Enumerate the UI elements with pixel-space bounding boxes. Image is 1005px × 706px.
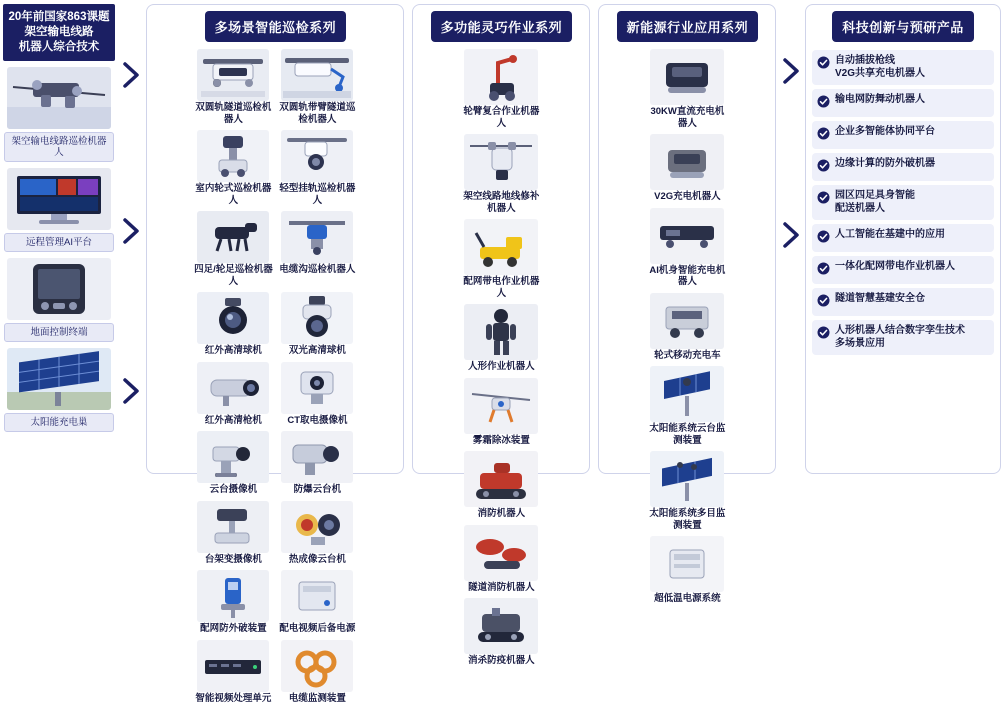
desktop-monitor-platform-photo [7,168,111,230]
ptz-camera-image [197,431,269,483]
product-label: 配电视频后备电源 [279,623,355,635]
innovation-item-text [835,158,935,171]
left-arrows [118,0,146,478]
panel-title: 新能源行业应用系列 [617,11,759,42]
product-cell[interactable] [645,133,730,205]
panel-title: 多场景智能巡检系列 [205,11,347,42]
product-label: 30KW直流充电机器人 [646,106,729,129]
product-cell[interactable] [192,361,274,429]
product-label: 四足/轮足巡检机器人 [193,264,273,287]
product-cell[interactable] [192,430,274,498]
product-cell[interactable] [276,500,358,568]
ultra-low-temp-power-system-image [650,536,724,592]
product-label: V2G充电机器人 [654,191,721,203]
innovation-item[interactable] [812,121,994,149]
product-label: 红外高清枪机 [205,415,262,427]
cable-monitoring-device-image [281,640,353,692]
panel-dexterous-operation-series [412,4,590,474]
innovation-item-text [835,190,915,215]
product-cell[interactable] [192,129,274,208]
chevron-right-icon [123,62,141,88]
product-label: 消防机器人 [478,508,526,520]
product-label: 红外高清球机 [205,345,262,357]
product-cell[interactable] [645,292,730,364]
dual-rail-arm-tunnel-robot-image [281,49,353,101]
product-cell[interactable] [276,430,358,498]
innovation-items-list [812,50,994,355]
product-cell[interactable] [276,569,358,637]
innovation-item-line: 输电网防舞动机器人 [835,94,925,107]
product-cell[interactable] [192,48,274,127]
product-label: 云台摄像机 [210,484,258,496]
distribution-anti-damage-device-image [197,570,269,622]
innovation-item-text [835,261,955,274]
product-cell[interactable] [276,639,358,706]
innovation-item-text [835,94,925,107]
left-item-remote-ai-platform[interactable] [4,168,114,252]
product-cell[interactable] [276,48,358,127]
product-label: 隧道消防机器人 [468,582,535,594]
dual-rail-tunnel-robot-image [197,49,269,101]
product-label: 雾霜除冰装置 [473,435,530,447]
innovation-item[interactable] [812,320,994,355]
product-cell[interactable] [192,639,274,706]
product-label: 配网防外破装置 [200,623,267,635]
left-title-line-3: 机器人综合技术 [6,40,112,55]
left-item-ground-controller[interactable] [4,258,114,342]
innovation-item[interactable] [812,224,994,252]
video-backup-power-image [281,570,353,622]
check-circle-icon [817,127,830,140]
product-cell[interactable] [459,48,544,131]
fire-fighting-robot-image [464,451,538,507]
product-label: 架空线路地线修补机器人 [460,191,543,214]
product-label: 双圆轨带臂隧道巡检机器人 [277,102,357,125]
left-column [0,0,118,478]
right-arrow-column [778,0,805,478]
chevron-right-icon [123,378,141,404]
product-cell[interactable] [459,303,544,375]
check-circle-icon [817,326,830,339]
wheel-arm-robot-image [464,49,538,105]
check-circle-icon [817,294,830,307]
check-circle-icon [817,159,830,172]
v2g-charging-robot-image [650,134,724,190]
product-label: 双光高清球机 [289,345,346,357]
innovation-item-line: 多场景应用 [835,338,965,351]
product-label: 配网带电作业机器人 [460,276,543,299]
product-cell[interactable] [192,500,274,568]
panel-new-energy-series [598,4,776,474]
dc-charging-robot-image [650,49,724,105]
quadruped-robot-image [197,211,269,263]
left-title-line-1: 20年前国家863课题 [6,10,112,25]
product-cell[interactable] [459,377,544,449]
product-cell[interactable] [276,129,358,208]
innovation-item-line: 边缘计算的防外破机器 [835,158,935,171]
product-label: 轻型挂轨巡检机器人 [277,183,357,206]
dual-light-dome-camera-image [281,292,353,344]
left-item-line-inspection-robot[interactable] [4,67,114,162]
innovation-item-line: 人工智能在基建中的应用 [835,229,945,242]
chevron-right-icon [123,218,141,244]
left-item-label: 地面控制终端 [4,323,114,342]
product-cell[interactable] [459,524,544,596]
product-label: 人形作业机器人 [468,361,535,373]
product-label: 太阳能系统云台监测装置 [646,423,729,446]
category-panels [146,0,778,478]
product-cell[interactable] [459,218,544,301]
humanoid-robot-image [464,304,538,360]
check-circle-icon [817,191,830,204]
explosion-proof-ptz-image [281,431,353,483]
innovation-item-text [835,325,965,350]
product-cell[interactable] [276,210,358,289]
product-label: 超低温电源系统 [654,593,721,605]
innovation-item[interactable] [812,288,994,316]
innovation-item-line: 自动插拔枪线 [835,55,925,68]
check-circle-icon [817,262,830,275]
ai-charging-robot-image [650,208,724,264]
product-cell[interactable] [276,291,358,359]
product-cell[interactable] [459,597,544,669]
solar-ptz-monitor-image [650,366,724,422]
product-cell[interactable] [192,291,274,359]
innovation-item-text [835,293,925,306]
innovation-item[interactable] [812,50,994,85]
product-label: 电缆沟巡检机器人 [279,264,355,276]
left-title-line-2: 架空输电线路 [6,25,112,40]
chevron-right-icon [783,222,801,248]
indoor-wheeled-robot-image [197,130,269,182]
product-cell[interactable] [645,207,730,290]
innovation-item-line: 园区四足具身智能 [835,190,915,203]
product-cell[interactable] [459,450,544,522]
innovation-item[interactable] [812,256,994,284]
product-label: 防爆云台机 [294,484,342,496]
solar-charging-nest-photo [7,348,111,410]
product-label: AI机身智能充电机器人 [646,265,729,288]
product-label: CT取电摄像机 [287,415,347,427]
line-inspection-robot-photo [7,67,111,129]
tunnel-fire-robot-image [464,525,538,581]
innovation-item[interactable] [812,153,994,181]
check-circle-icon [817,230,830,243]
left-item-label: 架空输电线路巡检机器人 [4,132,114,162]
product-label: 消杀防疫机器人 [468,655,535,667]
panel-items-grid [152,48,398,706]
product-cell[interactable] [276,361,358,429]
handheld-controller-photo [7,258,111,320]
panel-title: 科技创新与预研产品 [832,11,974,42]
product-label: 室内轮式巡检机器人 [193,183,273,206]
panel-items-grid [604,48,770,607]
check-circle-icon [817,56,830,69]
infrared-dome-camera-image [197,292,269,344]
product-cell[interactable] [459,133,544,216]
live-working-robot-image [464,219,538,275]
panel-inspection-series [146,4,404,474]
innovation-item[interactable] [812,185,994,220]
chevron-right-icon [783,58,801,84]
product-cell[interactable] [645,450,730,533]
smart-video-processing-unit-image [197,640,269,692]
product-label: 轮臂复合作业机器人 [460,106,543,129]
light-rail-hanging-robot-image [281,130,353,182]
overhead-line-repair-robot-image [464,134,538,190]
left-title [3,4,115,61]
innovation-item-text [835,229,945,242]
innovation-item-line: 人形机器人结合数字孪生技术 [835,325,965,338]
thermal-imaging-ptz-image [281,501,353,553]
innovation-item-text [835,55,925,80]
innovation-item-line: 配送机器人 [835,203,915,216]
product-cell[interactable] [192,569,274,637]
left-item-solar-charging-nest[interactable] [4,348,114,432]
left-item-label: 远程管理AI平台 [4,233,114,252]
left-item-label: 太阳能充电巢 [4,413,114,432]
infrared-bullet-camera-image [197,362,269,414]
product-cell[interactable] [645,365,730,448]
panel-title: 多功能灵巧作业系列 [431,11,573,42]
ct-power-camera-image [281,362,353,414]
cable-trench-robot-image [281,211,353,263]
panel-innovation-products [805,4,1001,474]
product-label: 轮式移动充电车 [654,350,721,362]
transformer-rack-camera-image [197,501,269,553]
de-icing-device-image [464,378,538,434]
product-label: 台架变摄像机 [205,554,262,566]
wheeled-mobile-charger-image [650,293,724,349]
innovation-item-line: 一体化配网带电作业机器人 [835,261,955,274]
innovation-item-text [835,126,935,139]
product-label: 热成像云台机 [289,554,346,566]
product-label: 双圆轨隧道巡检机器人 [193,102,273,125]
panel-items-grid [418,48,584,669]
product-cell[interactable] [645,48,730,131]
solar-multiview-monitor-image [650,451,724,507]
product-cell[interactable] [192,210,274,289]
product-label: 太阳能系统多目监测装置 [646,508,729,531]
disinfection-robot-image [464,598,538,654]
innovation-item-line: V2G共享充电机器人 [835,68,925,81]
innovation-item[interactable] [812,89,994,117]
product-label: 电缆监测装置 [289,693,346,705]
check-circle-icon [817,95,830,108]
innovation-item-line: 隧道智慧基建安全仓 [835,293,925,306]
product-label: 智能视频处理单元 [195,693,271,705]
product-cell[interactable] [645,535,730,607]
innovation-item-line: 企业多智能体协同平台 [835,126,935,139]
